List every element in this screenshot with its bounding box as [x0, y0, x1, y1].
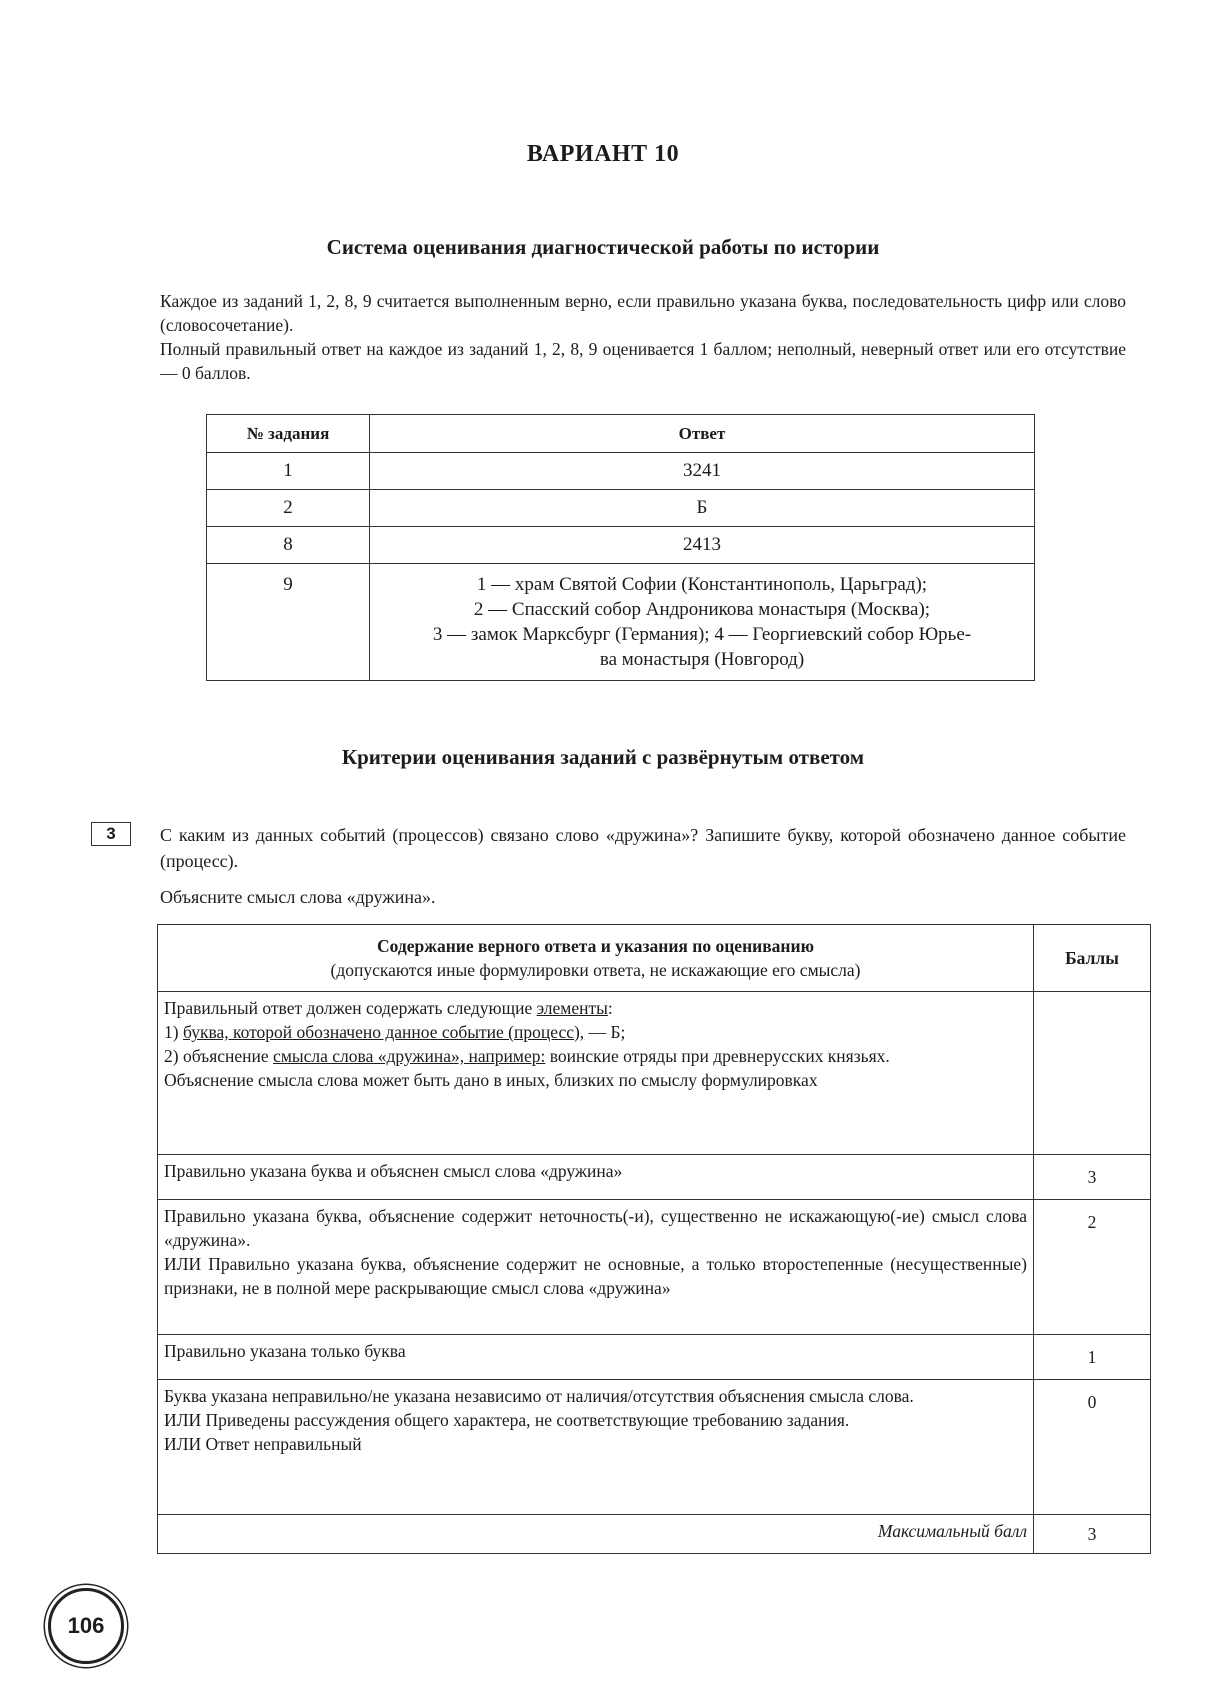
intro-text — [160, 289, 1126, 385]
max-score-value: 3 — [1034, 1515, 1151, 1554]
header-task: № задания — [207, 415, 370, 453]
answers-table-header — [207, 415, 1035, 453]
criterion-text-part: ИЛИ Приведены рассуждения общего характера, не соответствующие требованию задания. — [164, 1410, 850, 1430]
task-number: 1 — [207, 453, 370, 490]
criterion-text-part: Правильно указана буква, объяснение содержит неточность(-и), существенно не искажающую(-ие) смысл слова «дружина». — [164, 1206, 1027, 1250]
task-answer: 3241 — [370, 453, 1035, 490]
criterion-text — [158, 1380, 1034, 1515]
criterion-points: 3 — [1034, 1155, 1151, 1200]
criterion-text-part: ИЛИ Ответ неправильный — [164, 1434, 362, 1454]
task-answer: 2413 — [370, 527, 1035, 564]
points-empty — [1034, 992, 1151, 1155]
answer-line: 3 — замок Марксбург (Германия); 4 — Георгиевский собор Юрье- — [432, 624, 972, 645]
table-row — [158, 1200, 1151, 1335]
table-row — [207, 527, 1035, 564]
page-number: 106 — [67, 1613, 105, 1638]
answer-line: ва монастыря (Новгород) — [599, 649, 805, 670]
answer-line: 1 — храм Святой Софии (Константинополь, Царьград); — [476, 574, 928, 595]
task-answer: Б — [370, 490, 1035, 527]
criterion-text — [158, 1200, 1034, 1335]
criteria-table — [157, 924, 1151, 1554]
criteria-header-content — [158, 925, 1034, 992]
task-number: 9 — [207, 564, 370, 681]
criteria-header-line1: Содержание верного ответа и указания по оцениванию — [377, 936, 814, 956]
task-answer — [370, 564, 1035, 681]
answer-element-2: 2) объяснение смысла слова «дружина», например: воинские отряды при древнерусских князьях. — [164, 1046, 890, 1066]
question-number-box: 3 — [91, 822, 131, 846]
section-title: Система оценивания диагностической работы по истории — [326, 235, 880, 259]
criterion-text: Правильно указана только буква — [158, 1335, 1034, 1380]
answer-line: 2 — Спасский собор Андроникова монастыря (Москва); — [473, 599, 931, 620]
question-text: С каким из данных событий (процессов) связано слово «дружина»? Запишите букву, которой обозначено данное событие (процесс). — [160, 825, 1126, 871]
answers-table — [206, 414, 1035, 681]
criteria-title: Критерии оценивания заданий с развёрнутым ответом — [341, 745, 865, 769]
max-score-label: Максимальный балл — [158, 1515, 1034, 1554]
table-row — [207, 564, 1035, 681]
table-row — [158, 1515, 1151, 1554]
criterion-text-part: ИЛИ Правильно указана буква, объяснение содержит не основные, а только второстепенные (несущественные) признаки, не в полной мере раскрывающие смысл слова «дружина» — [164, 1254, 1027, 1298]
intro-paragraph-1: Каждое из заданий 1, 2, 8, 9 считается выполненным верно, если правильно указана буква, последовательность цифр или слово (словосочетание). — [160, 291, 1126, 335]
table-row — [158, 1155, 1151, 1200]
criteria-header-points: Баллы — [1034, 925, 1151, 992]
table-row — [207, 490, 1035, 527]
answer-element-1: 1) буква, которой обозначено данное событие (процесс), — Б; — [164, 1022, 626, 1042]
page-number-badge — [48, 1588, 124, 1664]
criteria-header — [158, 925, 1151, 992]
variant-title: ВАРИАНТ 10 — [526, 141, 680, 167]
header-answer: Ответ — [370, 415, 1035, 453]
criterion-text-part: Буква указана неправильно/не указана независимо от наличия/отсутствия объяснения смысла слова. — [164, 1386, 914, 1406]
table-row — [207, 453, 1035, 490]
answer-note: Объяснение смысла слова может быть дано в иных, близких по смыслу формулировках — [164, 1070, 818, 1090]
answer-elements-line: Правильный ответ должен содержать следующие элементы: — [164, 998, 613, 1018]
task-number: 8 — [207, 527, 370, 564]
criterion-points: 0 — [1034, 1380, 1151, 1515]
table-row — [158, 1380, 1151, 1515]
criteria-header-line2: (допускаются иные формулировки ответа, не искажающие его смысла) — [330, 960, 861, 980]
criterion-text: Правильно указана буква и объяснен смысл слова «дружина» — [158, 1155, 1034, 1200]
table-row — [158, 1335, 1151, 1380]
intro-paragraph-2: Полный правильный ответ на каждое из заданий 1, 2, 8, 9 оценивается 1 баллом; неполный, неверный ответ или его отсутствие — 0 баллов. — [160, 339, 1126, 383]
criterion-points: 1 — [1034, 1335, 1151, 1380]
table-row — [158, 992, 1151, 1155]
criterion-points: 2 — [1034, 1200, 1151, 1335]
task-number: 2 — [207, 490, 370, 527]
correct-answer-block — [158, 992, 1034, 1155]
question-explain: Объясните смысл слова «дружина». — [160, 887, 436, 907]
